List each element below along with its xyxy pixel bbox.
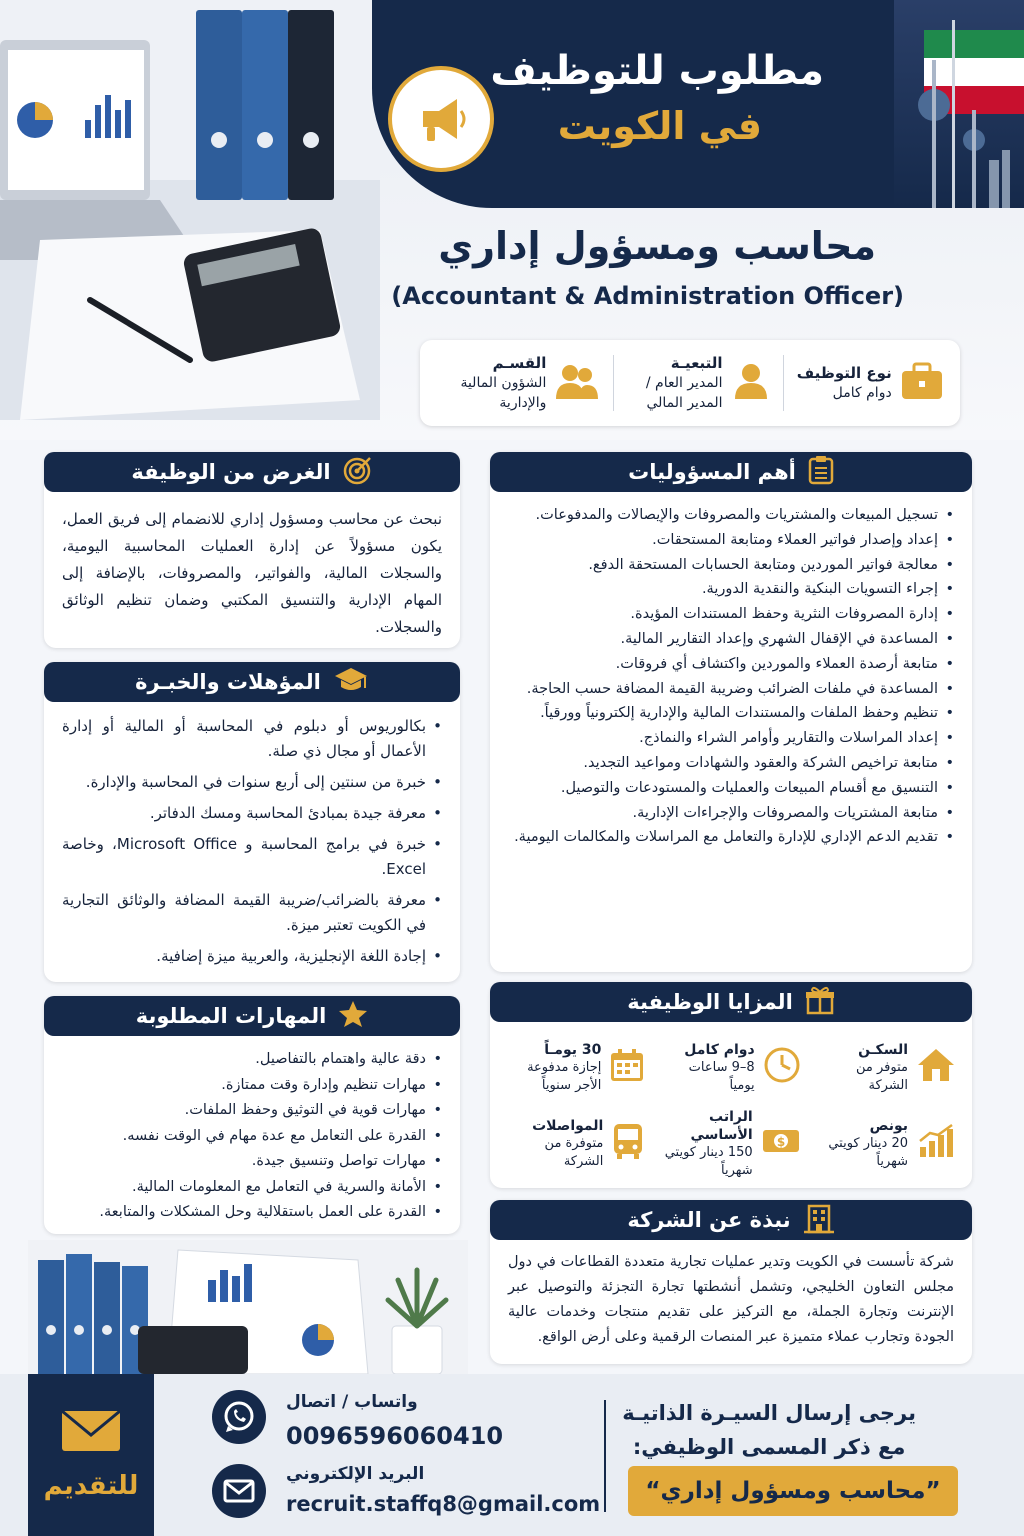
list-item: • إعداد المراسلات والتقارير وأوامر الشراء والنماذج. — [508, 727, 954, 750]
list-item: • القدرة على العمل باستقلالية وحل المشكلات والمتابعة. — [62, 1201, 442, 1225]
responsibilities-list — [508, 504, 954, 849]
list-item: • إجراء التسويات البنكية والنقدية الدورية. — [508, 578, 954, 601]
company-title: نبذة عن الشركة — [627, 1208, 791, 1232]
company-panel — [490, 1200, 972, 1364]
person-icon — [731, 361, 771, 405]
benefits-panel — [490, 982, 972, 1188]
cv-job-title-badge: ”محاسب ومسؤول إداري“ — [628, 1466, 958, 1516]
house-icon — [916, 1047, 956, 1089]
email-label: البريد الإلكتروني — [286, 1464, 425, 1484]
list-item: • دقة عالية واهتمام بالتفاصيل. — [62, 1048, 442, 1072]
list-item: • المساعدة في ملفات الضرائب وضريبة القيمة المضافة حسب الحاجة. — [508, 678, 954, 701]
skills-panel — [44, 996, 460, 1234]
list-item: • تنظيم وحفظ الملفات والمستندات المالية والإدارية إلكترونياً وورقياً. — [508, 702, 954, 725]
gift-icon — [805, 985, 835, 1020]
benefit-label: المواصلات — [532, 1118, 604, 1134]
benefit-label: السكـن — [858, 1042, 908, 1058]
company-text: شركة تأسست في الكويت وتدير عمليات تجارية متعددة القطاعات في دول مجلس التعاون الخليجي، وتشمل أنشطتها تجارة التجزئة والتوصيل عبر الإنترنت وتجارة الجملة، مع التركيز على تقديم منتجات وخدمات عالية الجودة وتجارب عملاء متميزة عبر المنصات الرقمية وعلى أرض الواقع. — [508, 1254, 954, 1345]
info-label: القسـم — [492, 354, 547, 372]
list-item: • إدارة المصروفات النثرية وحفظ المستندات المؤيدة. — [508, 603, 954, 626]
calendar-icon — [609, 1047, 645, 1089]
clock-icon — [763, 1046, 801, 1090]
whatsapp-icon[interactable] — [212, 1390, 266, 1444]
list-item: • خبرة من سنتين إلى أربع سنوات في المحاسبة والإدارة. — [62, 770, 442, 795]
info-value: الشؤون المالية والإدارية — [460, 375, 547, 411]
group-icon — [554, 361, 600, 405]
graduation-cap-icon — [333, 666, 369, 699]
cv-instructions — [622, 1396, 916, 1464]
list-item: • متابعة أرصدة العملاء والموردين واكتشاف أي فروقات. — [508, 653, 954, 676]
job-info-strip — [420, 340, 960, 426]
email-address[interactable]: recruit.staffq8@gmail.com — [286, 1492, 601, 1516]
job-title-english: (Accountant & Administration Officer) — [391, 282, 904, 310]
divider — [783, 355, 784, 411]
list-item: • مهارات تنظيم وإدارة وقت ممتازة. — [62, 1074, 442, 1098]
benefit-bonus — [811, 1108, 962, 1180]
info-label: نوع التوظيف — [796, 364, 892, 382]
benefit-value: 150 دينار كويتي شهرياً — [664, 1145, 753, 1178]
benefit-value: إجازة مدفوعة الأجر سنوياً — [527, 1060, 602, 1093]
benefit-annual-leave — [500, 1032, 651, 1104]
list-item: • معرفة جيدة بمبادئ المحاسبة ومسك الدفاتر. — [62, 801, 442, 826]
list-item: • بكالوريوس أو دبلوم في المحاسبة أو المالية أو إدارة الأعمال أو مجال ذي صلة. — [62, 714, 442, 764]
info-value: دوام كامل — [832, 385, 892, 401]
list-item: • مهارات تواصل وتنسيق جيدة. — [62, 1150, 442, 1174]
divider — [613, 355, 614, 411]
list-item: • مهارات قوية في التوثيق وحفظ الملفات. — [62, 1099, 442, 1123]
benefit-housing — [811, 1032, 962, 1104]
money-icon — [761, 1126, 801, 1162]
kuwait-skyline-image — [894, 0, 1024, 208]
list-item: • معرفة بالضرائب/ضريبة القيمة المضافة والوثائق التجارية في الكويت تعتبر ميزة. — [62, 888, 442, 938]
apply-box — [28, 1374, 154, 1536]
list-item: • إجادة اللغة الإنجليزية، والعربية ميزة إضافية. — [62, 944, 442, 969]
list-item: • المساعدة في الإقفال الشهري وإعداد التقارير المالية. — [508, 628, 954, 651]
divider — [604, 1400, 606, 1512]
qualifications-list — [62, 714, 442, 969]
qualifications-header — [44, 662, 460, 702]
info-reports-to — [627, 353, 771, 413]
benefit-value: متوفرة من الشركة — [544, 1136, 604, 1169]
benefit-value: متوفر من الشركة — [856, 1060, 908, 1093]
list-item: • تسجيل المبيعات والمشتريات والمصروفات والإيصالات والمدفوعات. — [508, 504, 954, 527]
svg-text:$: $ — [776, 1135, 785, 1149]
star-icon — [338, 999, 368, 1034]
envelope-icon — [60, 1409, 122, 1457]
briefcase-icon — [900, 361, 944, 405]
banner-title: مطلوب للتوظيف — [490, 48, 824, 94]
banner-subtitle: في الكويت — [557, 104, 762, 148]
whatsapp-label: واتساب / اتصال — [286, 1392, 418, 1412]
job-title-arabic: محاسب ومسؤول إداري — [438, 224, 876, 268]
benefit-label: الراتب الأساسي — [690, 1109, 753, 1143]
email-icon[interactable] — [212, 1464, 266, 1518]
responsibilities-header — [490, 452, 972, 492]
responsibilities-title: أهم المسؤوليات — [628, 460, 796, 484]
cv-line-2: مع ذكر المسمى الوظيفي: — [632, 1435, 906, 1459]
list-item: • الأمانة والسرية في التعامل مع المعلومات المالية. — [62, 1176, 442, 1200]
benefits-title: المزايا الوظيفية — [627, 990, 793, 1014]
benefit-basic-salary — [655, 1108, 806, 1180]
megaphone-icon — [388, 66, 494, 172]
list-item: • خبرة في برامج المحاسبة و Microsoft Office، وخاصة Excel. — [62, 832, 442, 882]
info-department — [436, 353, 600, 413]
qualifications-title: المؤهلات والخبـرة — [135, 670, 321, 694]
list-item: • إعداد وإصدار فواتير العملاء ومتابعة المستحقات. — [508, 529, 954, 552]
info-label: التبعيـة — [670, 354, 723, 372]
office-supplies-photo — [28, 1240, 468, 1374]
bus-icon — [611, 1122, 645, 1166]
benefit-label: 30 يومـاً — [544, 1042, 602, 1058]
phone-number[interactable]: 0096596060410 — [286, 1422, 504, 1450]
office-desk-photo — [0, 0, 380, 420]
purpose-header — [44, 452, 460, 492]
qualifications-panel — [44, 662, 460, 982]
list-item: • معالجة فواتير الموردين ومتابعة الحسابات المستحقة الدفع. — [508, 554, 954, 577]
benefits-header — [490, 982, 972, 1022]
benefit-value: 8–9 ساعات يومياً — [688, 1060, 755, 1093]
apply-label: للتقديم — [43, 1471, 139, 1501]
company-header — [490, 1200, 972, 1240]
info-value: المدير العام / المدير المالي — [645, 375, 723, 411]
benefit-working-hours — [655, 1032, 806, 1104]
building-icon — [803, 1202, 835, 1239]
clipboard-icon — [808, 455, 834, 490]
purpose-panel — [44, 452, 460, 648]
skills-header — [44, 996, 460, 1036]
target-icon — [343, 455, 373, 490]
cv-line-1: يرجى إرسال السيـرة الذاتيـة — [622, 1401, 916, 1425]
skills-list — [62, 1048, 442, 1225]
benefit-label: بونص — [869, 1118, 908, 1134]
purpose-title: الغرض من الوظيفة — [131, 460, 331, 484]
list-item: • متابعة المشتريات والمصروفات والإجراءات الإدارية. — [508, 802, 954, 825]
benefits-grid — [500, 1032, 962, 1180]
skills-title: المهارات المطلوبة — [135, 1004, 327, 1028]
list-item: • القدرة على التعامل مع عدة مهام في الوقت نفسه. — [62, 1125, 442, 1149]
benefit-label: دوام كامل — [684, 1042, 755, 1058]
list-item: • التنسيق مع أقسام المبيعات والعمليات والمستودعات والتوصيل. — [508, 777, 954, 800]
benefit-value: 20 دينار كويتي شهرياً — [828, 1136, 908, 1169]
info-employment-type — [797, 361, 944, 405]
list-item: • تقديم الدعم الإداري للإدارة والتعامل مع المراسلات والمكالمات اليومية. — [508, 826, 954, 849]
benefit-transportation — [500, 1108, 651, 1180]
growth-chart-icon — [916, 1123, 956, 1165]
responsibilities-panel — [490, 452, 972, 972]
purpose-text: نبحث عن محاسب ومسؤول إداري للانضمام إلى فريق العمل، يكون مسؤولاً عن إدارة العمليات المحاسبية اليومية، والسجلات المالية، والفواتير، والمصروفات، بالإضافة إلى المهام الإدارية والتنسيق المكتبي وضمان تنظيم الوثائق والسجلات. — [62, 510, 442, 636]
list-item: • متابعة تراخيص الشركة والعقود والشهادات ومواعيد التجديد. — [508, 752, 954, 775]
